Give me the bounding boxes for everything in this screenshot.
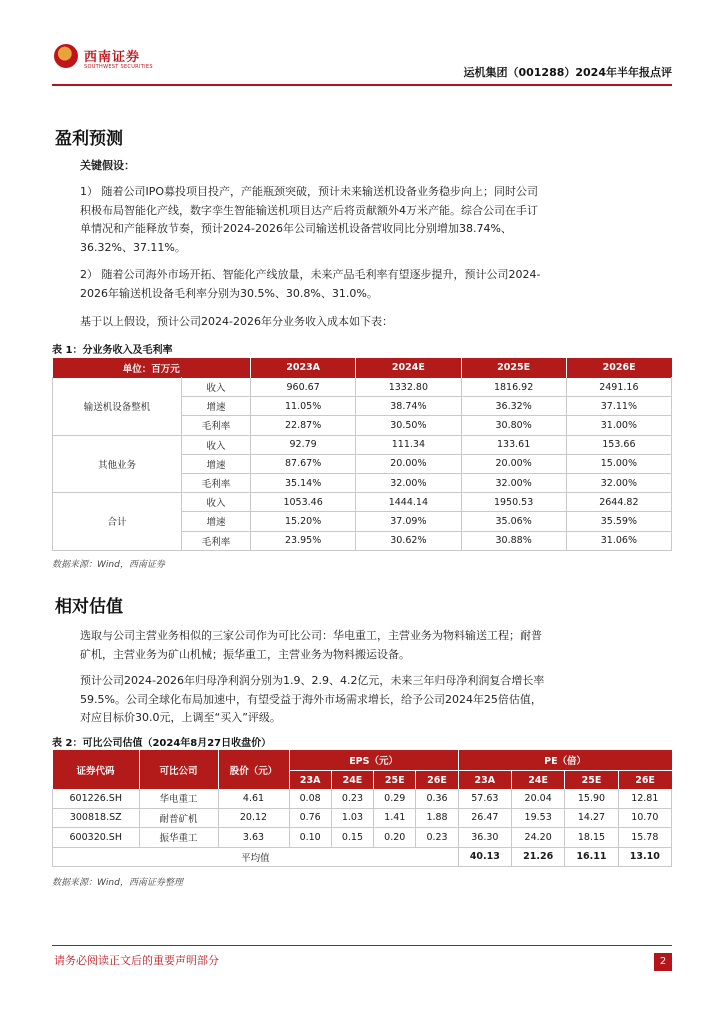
pe-cell: 24.20: [512, 828, 565, 848]
footer-divider: [52, 945, 672, 946]
report-title: 运机集团（001288）2024年半年报点评: [463, 66, 672, 79]
pe-cell: 12.81: [618, 789, 671, 808]
eps-cell: 0.23: [416, 828, 458, 848]
value-cell: 35.06%: [461, 512, 566, 531]
value-cell: 35.14%: [251, 473, 356, 492]
value-cell: 32.00%: [461, 473, 566, 492]
value-cell: 133.61: [461, 435, 566, 454]
eps-cell: 0.36: [416, 789, 458, 808]
year-header: 2024E: [356, 358, 461, 378]
segment-revenue-table: [52, 358, 672, 551]
logo-mark: [54, 44, 78, 68]
valuation-para-2: 预计公司2024-2026年归母净利润分别为1.9、2.9、4.2亿元，未来三年归母净利润复合增长率59.5%。公司全球化布局加速中，有望受益于海外市场需求增长，给予公司2024年25倍估值，对应目标价30.0元，上调至“买入”评级。: [80, 674, 545, 724]
value-cell: 1332.80: [356, 378, 461, 397]
table1-source: 数据来源：Wind，西南证券: [52, 560, 165, 570]
average-pe-cell: 21.26: [512, 847, 565, 867]
disclaimer-notice: 请务必阅读正文后的重要声明部分: [54, 954, 219, 967]
eps-cell: 0.29: [374, 789, 416, 808]
table2-source: 数据来源：Wind，西南证券整理: [52, 878, 183, 888]
company-header: 可比公司: [139, 750, 218, 789]
metric-label: 增速: [182, 512, 251, 531]
segment-name: 其他业务: [53, 435, 182, 493]
eps-year-header: 23A: [289, 771, 331, 790]
pe-cell: 20.04: [512, 789, 565, 808]
eps-cell: 0.20: [374, 828, 416, 848]
pe-cell: 10.70: [618, 808, 671, 828]
pe-year-header: 25E: [565, 771, 618, 790]
metric-label: 增速: [182, 454, 251, 473]
pe-cell: 15.78: [618, 828, 671, 848]
average-pe-cell: 40.13: [458, 847, 511, 867]
value-cell: 2491.16: [566, 378, 671, 397]
eps-cell: 1.88: [416, 808, 458, 828]
pe-cell: 36.30: [458, 828, 511, 848]
year-header: 2025E: [461, 358, 566, 378]
value-cell: 1816.92: [461, 378, 566, 397]
value-cell: 32.00%: [356, 473, 461, 492]
value-cell: 30.80%: [461, 416, 566, 435]
value-cell: 15.00%: [566, 454, 671, 473]
eps-cell: 0.15: [331, 828, 373, 848]
value-cell: 153.66: [566, 435, 671, 454]
value-cell: 31.06%: [566, 531, 671, 550]
table-row: [53, 378, 672, 397]
value-cell: 37.09%: [356, 512, 461, 531]
value-cell: 1444.14: [356, 493, 461, 512]
section-heading-valuation: 相对估值: [55, 597, 123, 617]
pe-year-header: 24E: [512, 771, 565, 790]
value-cell: 22.87%: [251, 416, 356, 435]
value-cell: 87.67%: [251, 454, 356, 473]
metric-label: 增速: [182, 397, 251, 416]
metric-label: 毛利率: [182, 416, 251, 435]
year-header: 2026E: [566, 358, 671, 378]
value-cell: 1053.46: [251, 493, 356, 512]
comparable-valuation-table: [52, 750, 672, 867]
stock-code: 601226.SH: [53, 789, 140, 808]
value-cell: 32.00%: [566, 473, 671, 492]
metric-label: 毛利率: [182, 473, 251, 492]
year-header: 2023A: [251, 358, 356, 378]
pe-cell: 26.47: [458, 808, 511, 828]
eps-cell: 0.23: [331, 789, 373, 808]
value-cell: 1950.53: [461, 493, 566, 512]
logo-text: 西南证券: [84, 50, 141, 65]
pe-cell: 19.53: [512, 808, 565, 828]
segment-name: 合计: [53, 493, 182, 551]
metric-label: 毛利率: [182, 531, 251, 550]
table-row: [53, 435, 672, 454]
stock-code: 600320.SH: [53, 828, 140, 848]
average-row: [53, 847, 672, 867]
value-cell: 2644.82: [566, 493, 671, 512]
table-row: [53, 789, 672, 808]
value-cell: 38.74%: [356, 397, 461, 416]
section-heading-forecast: 盈利预测: [55, 129, 123, 149]
eps-cell: 0.10: [289, 828, 331, 848]
assumption-2: 2） 随着公司海外市场开拓、智能化产线放量，未来产品毛利率有望逐步提升，预计公司2024-2026年输送机设备毛利率分别为30.5%、30.8%、31.0%。: [80, 268, 541, 300]
page-number: 2: [654, 953, 672, 971]
company-name: 华电重工: [139, 789, 218, 808]
header-divider: [52, 84, 672, 86]
eps-year-header: 24E: [331, 771, 373, 790]
metric-label: 收入: [182, 378, 251, 397]
segment-name: 输送机设备整机: [53, 378, 182, 436]
value-cell: 92.79: [251, 435, 356, 454]
company-name: 振华重工: [139, 828, 218, 848]
pe-year-header: 23A: [458, 771, 511, 790]
table-row: [53, 493, 672, 512]
price-header: 股价（元）: [218, 750, 289, 789]
value-cell: 15.20%: [251, 512, 356, 531]
value-cell: 37.11%: [566, 397, 671, 416]
pe-cell: 18.15: [565, 828, 618, 848]
table2-caption: 表 2：可比公司估值（2024年8月27日收盘价）: [52, 738, 272, 749]
eps-cell: 1.03: [331, 808, 373, 828]
eps-year-header: 26E: [416, 771, 458, 790]
average-pe-cell: 13.10: [618, 847, 671, 867]
value-cell: 31.00%: [566, 416, 671, 435]
value-cell: 111.34: [356, 435, 461, 454]
table-row: [53, 808, 672, 828]
table1-caption: 表 1：分业务收入及毛利率: [52, 345, 173, 356]
eps-year-header: 25E: [374, 771, 416, 790]
value-cell: 30.50%: [356, 416, 461, 435]
value-cell: 960.67: [251, 378, 356, 397]
eps-header: EPS（元）: [289, 750, 458, 771]
eps-cell: 0.08: [289, 789, 331, 808]
code-header: 证券代码: [53, 750, 140, 789]
pe-cell: 15.90: [565, 789, 618, 808]
eps-cell: 1.41: [374, 808, 416, 828]
company-name: 耐普矿机: [139, 808, 218, 828]
pe-cell: 57.63: [458, 789, 511, 808]
value-cell: 11.05%: [251, 397, 356, 416]
value-cell: 35.59%: [566, 512, 671, 531]
value-cell: 20.00%: [356, 454, 461, 473]
average-pe-cell: 16.11: [565, 847, 618, 867]
stock-price: 3.63: [218, 828, 289, 848]
stock-price: 20.12: [218, 808, 289, 828]
table-row: [53, 828, 672, 848]
unit-header: 单位：百万元: [53, 358, 251, 378]
logo-subtext: SOUTHWEST SECURITIES: [84, 64, 153, 70]
valuation-para-1: 选取与公司主营业务相似的三家公司作为可比公司：华电重工，主营业务为物料输送工程；耐普矿机，主营业务为矿山机械；振华重工，主营业务为物料搬运设备。: [80, 629, 542, 661]
stock-price: 4.61: [218, 789, 289, 808]
pe-cell: 14.27: [565, 808, 618, 828]
value-cell: 30.88%: [461, 531, 566, 550]
metric-label: 收入: [182, 493, 251, 512]
pe-year-header: 26E: [618, 771, 671, 790]
value-cell: 30.62%: [356, 531, 461, 550]
value-cell: 36.32%: [461, 397, 566, 416]
eps-cell: 0.76: [289, 808, 331, 828]
value-cell: 23.95%: [251, 531, 356, 550]
pe-header: PE（倍）: [458, 750, 671, 771]
stock-code: 300818.SZ: [53, 808, 140, 828]
metric-label: 收入: [182, 435, 251, 454]
key-assumptions-heading: 关键假设：: [80, 159, 135, 172]
value-cell: 20.00%: [461, 454, 566, 473]
table-intro: 基于以上假设，预计公司2024-2026年分业务收入成本如下表：: [80, 315, 393, 328]
average-label: 平均值: [53, 847, 459, 867]
assumption-1: 1） 随着公司IPO募投项目投产，产能瓶颈突破，预计未来输送机设备业务稳步向上；同时公司积极布局智能化产线，数字孪生智能输送机项目达产后将贡献额外4万米产能。综合公司在手订单情况和产能释放节奏，预计2024-2026年公司输送机设备营收同比分别增加38.74%、36.32%、37.11%。: [80, 185, 539, 254]
